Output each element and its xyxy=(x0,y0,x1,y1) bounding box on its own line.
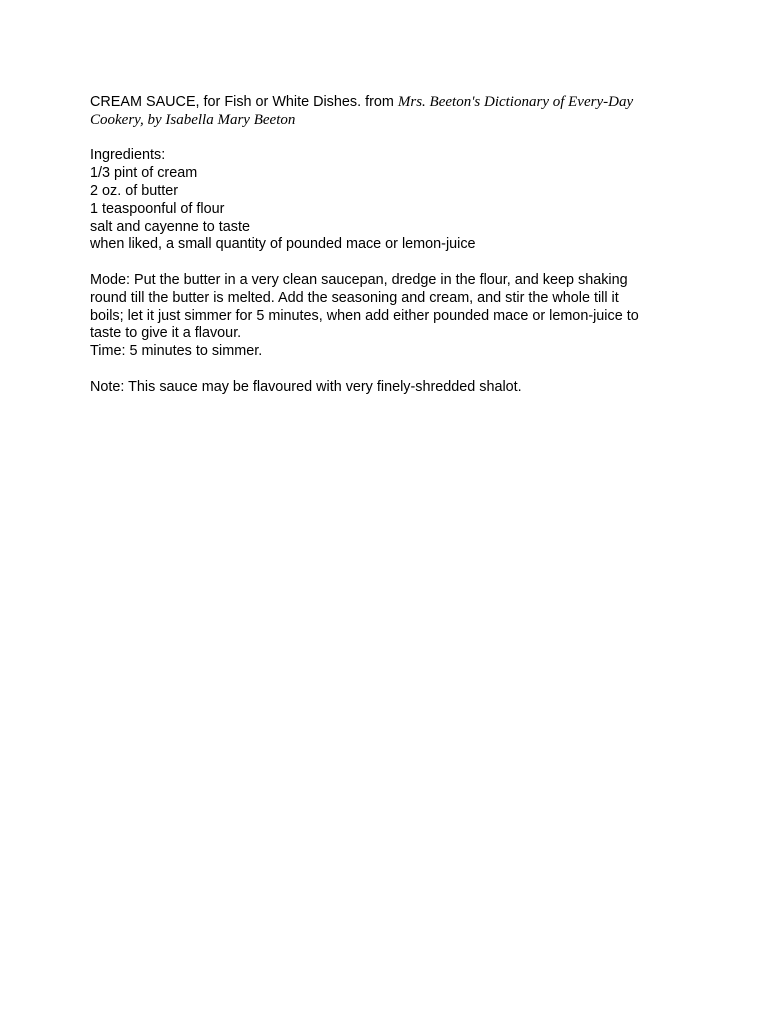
note-line: Note: This sauce may be flavoured with very finely-shredded shalot. xyxy=(90,378,522,395)
mode-line: round till the butter is melted. Add the seasoning and cream, and stir the whole till it xyxy=(90,289,619,306)
recipe-title-text: CREAM SAUCE, for Fish or White Dishes. from xyxy=(90,94,398,110)
source-citation-line2: Cookery, by Isabella Mary Beeton xyxy=(90,111,296,128)
spacer xyxy=(90,361,690,379)
ingredients-heading: Ingredients: xyxy=(90,147,166,164)
ingredient-item: 2 oz. of butter xyxy=(90,182,178,199)
ingredient-item: salt and cayenne to taste xyxy=(90,218,251,235)
recipe-title xyxy=(90,94,690,130)
ingredient-item: 1 teaspoonful of flour xyxy=(90,200,225,217)
mode-line: Mode: Put the butter in a very clean saucepan, dredge in the flour, and keep shaking xyxy=(90,271,628,288)
time-line: Time: 5 minutes to simmer. xyxy=(90,343,263,360)
ingredient-item: 1/3 pint of cream xyxy=(90,165,198,182)
mode-line: boils; let it just simmer for 5 minutes, when add either pounded mace or lemon-juice to xyxy=(90,307,639,324)
mode-paragraph xyxy=(90,272,690,361)
source-citation-line1: Mrs. Beeton's Dictionary of Every-Day xyxy=(397,94,634,110)
spacer xyxy=(90,130,690,148)
document-body xyxy=(90,94,690,397)
mode-line: taste to give it a flavour. xyxy=(90,325,242,342)
ingredients-list xyxy=(90,165,690,254)
ingredient-item: when liked, a small quantity of pounded mace or lemon-juice xyxy=(90,236,476,253)
spacer xyxy=(90,254,690,272)
